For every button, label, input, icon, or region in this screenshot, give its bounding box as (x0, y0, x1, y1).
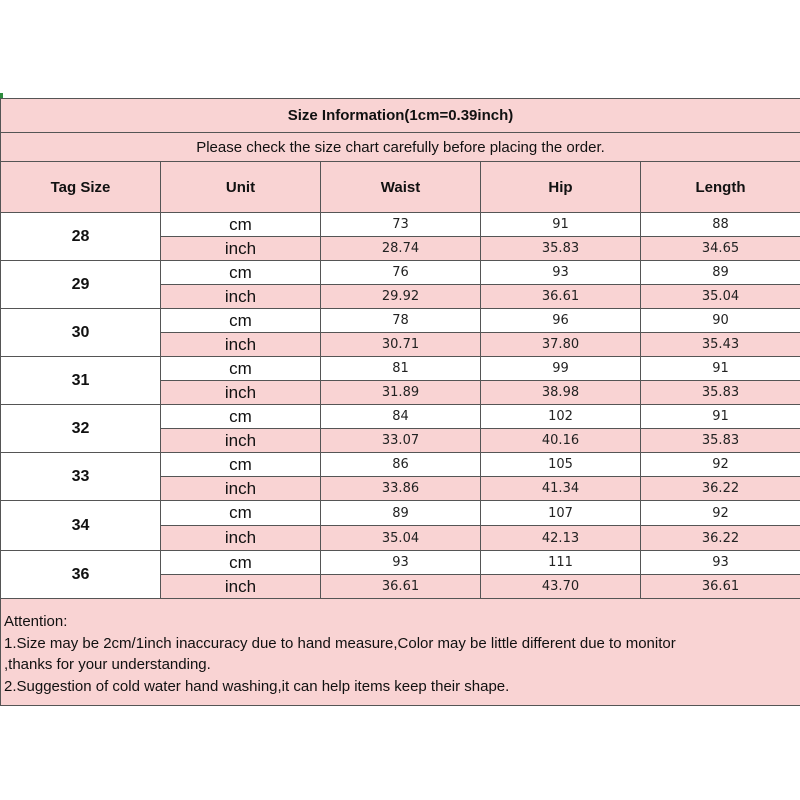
unit-cell: cm (161, 357, 321, 381)
waist-cell: 29.92 (321, 285, 481, 309)
length-cell: 35.83 (641, 429, 800, 453)
hip-cell: 43.70 (481, 575, 641, 599)
hip-cell: 37.80 (481, 333, 641, 357)
waist-cell: 28.74 (321, 237, 481, 261)
length-cell: 36.22 (641, 526, 800, 551)
hip-cell: 105 (481, 453, 641, 477)
unit-cell: cm (161, 213, 321, 237)
unit-cell: cm (161, 309, 321, 333)
tag-size-cell: 32 (1, 405, 161, 453)
unit-cell: cm (161, 453, 321, 477)
header-hip: Hip (481, 162, 641, 213)
hip-cell: 40.16 (481, 429, 641, 453)
waist-cell: 33.07 (321, 429, 481, 453)
size-info-subtitle: Please check the size chart carefully before placing the order. (1, 133, 800, 162)
waist-cell: 33.86 (321, 477, 481, 501)
table-row (1, 261, 800, 285)
header-length: Length (641, 162, 800, 213)
header-unit: Unit (161, 162, 321, 213)
length-cell: 35.83 (641, 381, 800, 405)
table-row (1, 309, 800, 333)
notes-row (1, 599, 800, 706)
tag-size-cell: 34 (1, 501, 161, 551)
waist-cell: 30.71 (321, 333, 481, 357)
header-waist: Waist (321, 162, 481, 213)
tag-size-cell: 33 (1, 453, 161, 501)
waist-cell: 86 (321, 453, 481, 477)
length-cell: 91 (641, 357, 800, 381)
tag-size-cell: 36 (1, 551, 161, 599)
table-row (1, 453, 800, 477)
attention-heading: Attention: (4, 613, 68, 630)
table-row (1, 213, 800, 237)
unit-cell: inch (161, 477, 321, 501)
note-line: ,thanks for your understanding. (4, 656, 211, 673)
table-row (1, 501, 800, 526)
length-cell: 91 (641, 405, 800, 429)
header-tag-size: Tag Size (1, 162, 161, 213)
unit-cell: inch (161, 526, 321, 551)
length-cell: 35.43 (641, 333, 800, 357)
unit-cell: inch (161, 237, 321, 261)
hip-cell: 93 (481, 261, 641, 285)
unit-cell: cm (161, 501, 321, 526)
unit-cell: inch (161, 575, 321, 599)
note-line: 1.Size may be 2cm/1inch inaccuracy due to hand measure,Color may be little different due to monitor (4, 634, 676, 652)
unit-cell: inch (161, 333, 321, 357)
table-row (1, 357, 800, 381)
unit-cell: cm (161, 551, 321, 575)
hip-cell: 102 (481, 405, 641, 429)
tag-size-cell: 30 (1, 309, 161, 357)
unit-cell: inch (161, 381, 321, 405)
table-row (1, 405, 800, 429)
hip-cell: 36.61 (481, 285, 641, 309)
hip-cell: 38.98 (481, 381, 641, 405)
size-info-title: Size Information(1cm=0.39inch) (1, 99, 800, 133)
waist-cell: 78 (321, 309, 481, 333)
waist-cell: 31.89 (321, 381, 481, 405)
length-cell: 90 (641, 309, 800, 333)
length-cell: 89 (641, 261, 800, 285)
hip-cell: 107 (481, 501, 641, 526)
length-cell: 36.61 (641, 575, 800, 599)
tag-size-cell: 28 (1, 213, 161, 261)
attention-notes (1, 599, 800, 706)
note-line: 2.Suggestion of cold water hand washing,it can help items keep their shape. (4, 677, 510, 695)
length-cell: 92 (641, 501, 800, 526)
length-cell: 36.22 (641, 477, 800, 501)
waist-cell: 81 (321, 357, 481, 381)
length-cell: 35.04 (641, 285, 800, 309)
size-chart-table (0, 98, 800, 706)
table-row (1, 551, 800, 575)
waist-cell: 36.61 (321, 575, 481, 599)
hip-cell: 99 (481, 357, 641, 381)
hip-cell: 111 (481, 551, 641, 575)
waist-cell: 89 (321, 501, 481, 526)
hip-cell: 91 (481, 213, 641, 237)
header-row (1, 162, 800, 213)
hip-cell: 41.34 (481, 477, 641, 501)
waist-cell: 84 (321, 405, 481, 429)
hip-cell: 35.83 (481, 237, 641, 261)
length-cell: 34.65 (641, 237, 800, 261)
length-cell: 92 (641, 453, 800, 477)
waist-cell: 73 (321, 213, 481, 237)
hip-cell: 96 (481, 309, 641, 333)
unit-cell: cm (161, 405, 321, 429)
length-cell: 93 (641, 551, 800, 575)
unit-cell: inch (161, 429, 321, 453)
waist-cell: 35.04 (321, 526, 481, 551)
waist-cell: 76 (321, 261, 481, 285)
unit-cell: cm (161, 261, 321, 285)
length-cell: 88 (641, 213, 800, 237)
unit-cell: inch (161, 285, 321, 309)
waist-cell: 93 (321, 551, 481, 575)
tag-size-cell: 29 (1, 261, 161, 309)
tag-size-cell: 31 (1, 357, 161, 405)
hip-cell: 42.13 (481, 526, 641, 551)
